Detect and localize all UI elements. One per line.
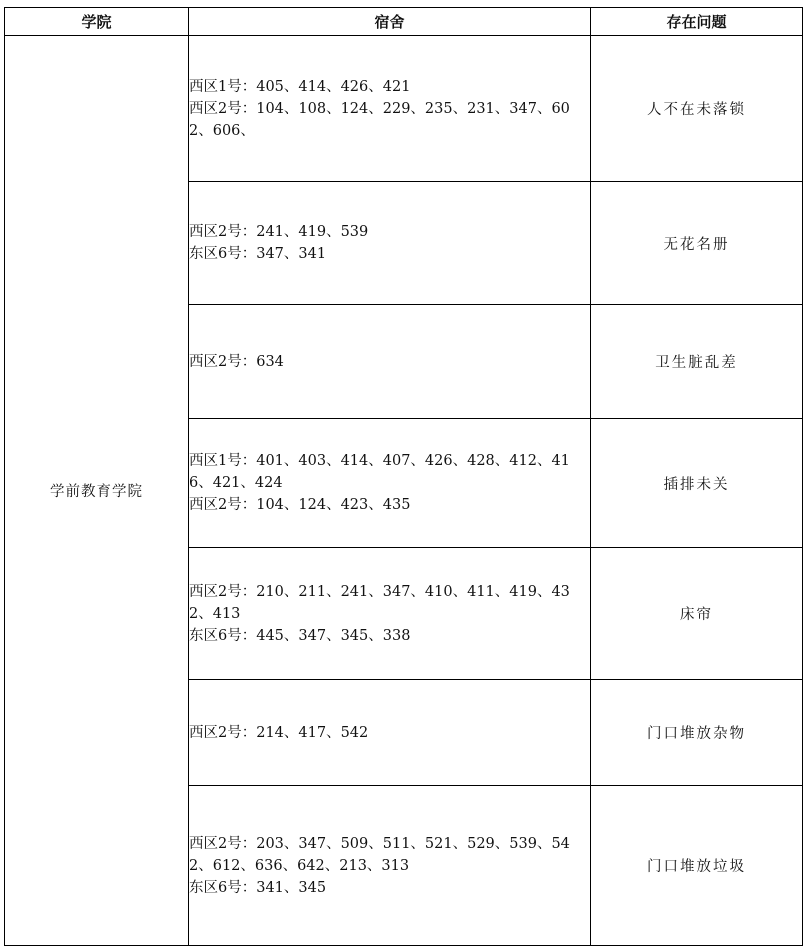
dorm-line: 西区2号：634: [189, 353, 284, 370]
dorm-cell: [189, 36, 591, 182]
dorm-cell: [189, 548, 591, 680]
dorm-line: 西区1号：401、403、414、407、426、428、412、416、421、424: [189, 453, 570, 491]
header-college: 学院: [5, 8, 189, 36]
college-cell: 学前教育学院: [5, 36, 189, 946]
dorm-cell: [189, 419, 591, 548]
issue-cell: 卫生脏乱差: [591, 305, 803, 419]
issue-cell: 无花名册: [591, 182, 803, 305]
dorm-line: 西区2号：241、419、539: [189, 224, 369, 240]
dorm-inspection-table: [4, 7, 803, 946]
dorm-line: 西区2号：203、347、509、511、521、529、539、542、612、636、642、213、313: [189, 835, 570, 874]
dorm-cell: [189, 786, 591, 946]
header-row: [5, 8, 803, 36]
table-row: [5, 36, 803, 182]
dorm-line: 西区1号：405、414、426、421: [189, 78, 411, 95]
issue-cell: 床帘: [591, 548, 803, 680]
dorm-cell: [189, 680, 591, 786]
dorm-cell: [189, 305, 591, 419]
issue-cell: 人不在未落锁: [591, 36, 803, 182]
issue-cell: 门口堆放垃圾: [591, 786, 803, 946]
dorm-line: 西区2号：214、417、542: [189, 724, 369, 741]
dorm-line: 西区2号：104、124、423、435: [189, 497, 411, 513]
dorm-line: 西区2号：210、211、241、347、410、411、419、432、413: [189, 583, 570, 622]
dorm-cell: [189, 182, 591, 305]
header-issue: 存在问题: [591, 8, 803, 36]
issue-cell: 插排未关: [591, 419, 803, 548]
dorm-line: 东区6号：341、345: [189, 879, 327, 896]
issue-cell: 门口堆放杂物: [591, 680, 803, 786]
dorm-line: 东区6号：347、341: [189, 246, 327, 262]
dorm-line: 西区2号：104、108、124、229、235、231、347、602、606、: [189, 100, 570, 139]
dorm-line: 东区6号：445、347、345、338: [189, 627, 411, 644]
header-dorm: 宿舍: [189, 8, 591, 36]
